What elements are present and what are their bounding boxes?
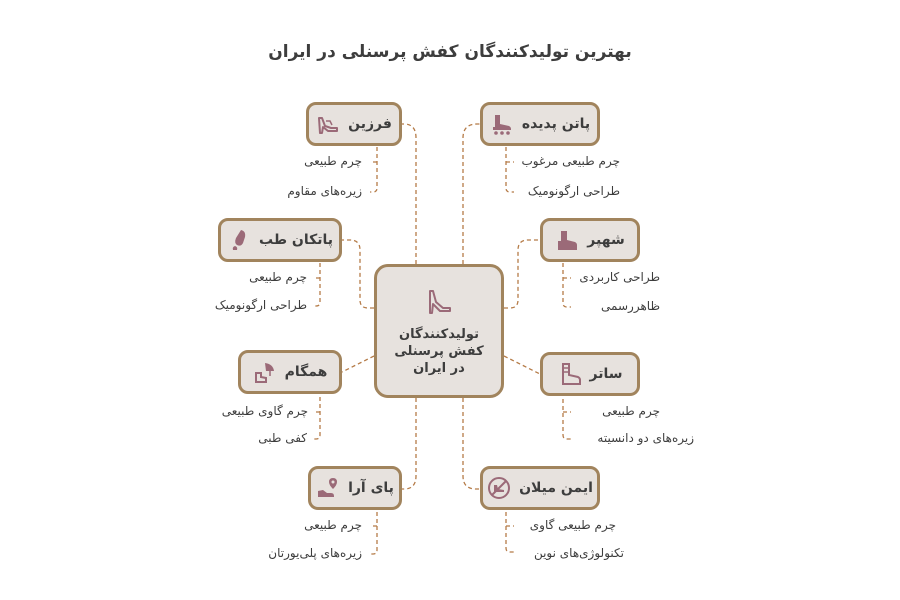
wire-patan [463, 124, 480, 264]
patkan-feature-1: چرم طبیعی [249, 270, 307, 284]
shahpar-feature-1: طراحی کاربردی [579, 270, 660, 284]
brand-farzin [306, 102, 402, 146]
page-title: بهترین تولیدکنندگان کفش پرسنلی در ایران [268, 42, 632, 62]
brand-imen [480, 466, 600, 510]
roller-skate-icon [490, 112, 514, 136]
brand-hamgam [238, 350, 342, 394]
high-heel-icon [424, 286, 454, 320]
wire-hamgam [342, 356, 374, 372]
wire-farzin-features [370, 140, 377, 192]
center-title [394, 326, 483, 377]
brand-patkan [218, 218, 342, 262]
wire-patan-features [506, 140, 514, 192]
payara-feature-2: زیره‌های پلی‌یورتان [268, 546, 362, 560]
sater-feature-2: زیره‌های دو دانسیته [597, 431, 694, 445]
no-shoe-icon [487, 476, 511, 500]
imen-feature-1: چرم طبیعی گاوی [529, 518, 616, 532]
payara-feature-1: چرم طبیعی [304, 518, 362, 532]
wire-sater-features [563, 392, 571, 439]
center-line-1: تولیدکنندگان [399, 326, 479, 342]
farzin-feature-2: زیره‌های مقاوم [287, 184, 362, 198]
sater-feature-1: چرم طبیعی [602, 404, 660, 418]
wire-patkan [342, 240, 374, 308]
footprint-icon [227, 228, 251, 252]
boot-icon [558, 362, 582, 386]
brand-payara [308, 466, 402, 510]
brand-name: ساتر [589, 366, 623, 382]
hamgam-feature-2: کفی طبی [258, 431, 307, 445]
shoe-location-icon [316, 476, 340, 500]
sneaker-icon [555, 228, 579, 252]
wire-farzin [402, 124, 416, 264]
wire-payara-features [370, 505, 377, 554]
wire-payara [402, 398, 416, 489]
heel-shoe-icon [316, 112, 340, 136]
brand-name: پاتکان طب [259, 232, 333, 248]
wire-shahpar [504, 240, 540, 308]
brand-name: همگام [284, 364, 328, 380]
brand-name: پاتن پدیده [521, 116, 591, 132]
farzin-feature-1: چرم طبیعی [304, 154, 362, 168]
patkan-feature-2: طراحی ارگونومیک [214, 298, 307, 312]
wire-sater [504, 356, 540, 374]
patan-feature-1: چرم طبیعی مرغوب [521, 154, 620, 168]
brand-name: ایمن میلان [519, 480, 593, 496]
center-node [374, 264, 504, 398]
brand-name: شهپر [587, 232, 625, 248]
wire-shahpar-features [563, 256, 571, 307]
hamgam-feature-1: چرم گاوی طبیعی [221, 404, 308, 418]
imen-feature-2: تکنولوژی‌های نوین [533, 546, 624, 560]
brand-patan [480, 102, 600, 146]
center-line-3: در ایران [413, 360, 465, 376]
wire-patkan-features [313, 256, 320, 306]
brand-name: فرزین [348, 116, 392, 132]
brand-shahpar [540, 218, 640, 262]
brand-name: پای آرا [348, 480, 394, 496]
wire-imen [463, 398, 480, 489]
brand-sater [540, 352, 640, 396]
wire-imen-features [506, 505, 514, 552]
shahpar-feature-2: ظاهررسمی [601, 299, 660, 313]
center-line-2: کفش پرسنلی [394, 343, 484, 359]
wire-hamgam-features [313, 390, 320, 439]
umbrella-boot-icon [253, 360, 277, 384]
patan-feature-2: طراحی ارگونومیک [527, 184, 620, 198]
